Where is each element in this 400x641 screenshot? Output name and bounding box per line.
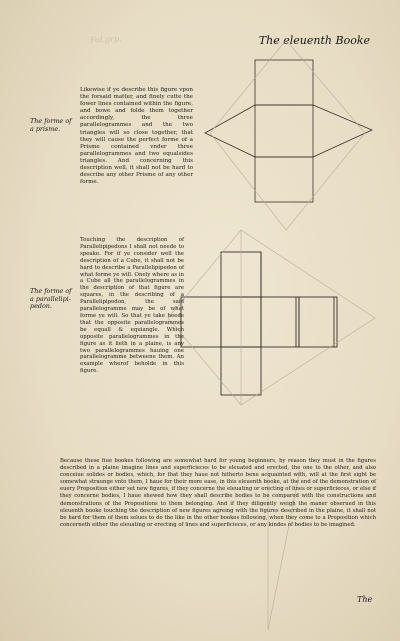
paragraph-parallelipipedon: Touching the description of Parallelipipedons I shall not neede to speake. For if ye consider well the description of a Cube, it shall not be hard to describe a Parallelipipedon of what forme ye will. Onely where as in a Cube all the parallelogrammes in the description of that figure are squares, in the describing of a Parallelipipedon, the said parallelogramme may be of what forme ye will. So that ye take heede that the opposite parallelogrammes be equall & equiangle. Which opposite parallelogrammes in the figure as it lieth in a plaine, is any two parallelogrammes hauing one parallelogramme betweene them. An example wherof beholde in this figure. <box>80 237 184 375</box>
paragraph-prisme: Likewise if ye describe this figure vpon the forsaid matter, and finely cutte the fower lines contained within the figure, and bowe and folde them together accordingly, the three parallelogrammes and the two triangles will so close together, that they will cause the perfect forme of a Prisme contained vnder three parallelogrammes and two equalsides triangles. And concerning this description well, it shall not be hard to describe any other Prisme of any other forme. <box>80 87 193 186</box>
prism-bleed-lines <box>210 40 365 230</box>
paragraph-bottom: Because these fiue bookes following are somewhat hard for young beginners, by reason they must in the figures described in a plaine imagine lines and superficieces to be eleuated and erected, the one to the other, and also conceiue solides or bodies, which, for that they haue not hitherto bene acquainted with, will at the first sight be somewhat straunge vnto them, I haue for their more ease, in this eleuenth booke, at the end of the demonstration of euery Proposition either set new figures, if they concerne the eleuating or erecting of lines or superficieces, or else if they concerne bodies, I haue shewed how they shall describe bodies to be compared with the constructions and demonstrations of the Propositions to them belonging. And if they diligently weigh the maner obserued in this eleuenth booke touching the description of new figures agreing with the figures described in the plaine, it shall not be hard for them of them selues to do the like in the other bookes following, when they come to a Proposition which concerneth either the eleuating or erecting of lines and superficieces, or any kindes of bodies to be imagined. <box>60 458 377 528</box>
bleed-through-folio: Fol.grp. <box>89 34 122 45</box>
catchword: The <box>357 595 373 604</box>
margin-note-parallelipipedon: The forme of a parallelipi-pedon. <box>30 287 72 310</box>
prism-net <box>205 60 372 202</box>
margin-note-prisme: The forme of a prisme. <box>30 117 72 133</box>
parallelepiped-net <box>181 252 337 395</box>
running-head: The eleuenth Booke <box>258 34 370 47</box>
parallelepiped-bleed-lines <box>168 230 375 630</box>
